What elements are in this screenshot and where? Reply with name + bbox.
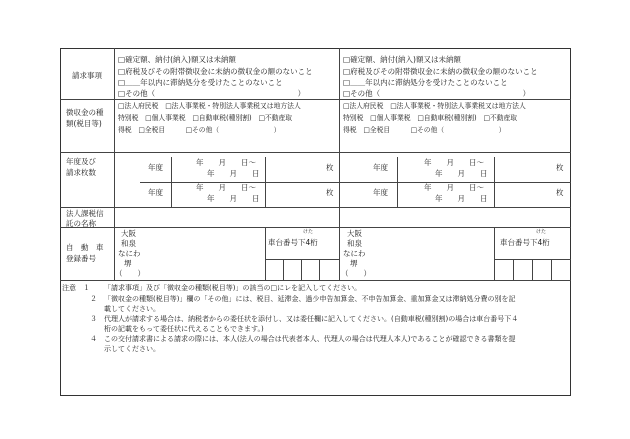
claim-items-label: 請求事項 xyxy=(72,71,102,80)
claim-item-left[interactable]: □確定額、納付(納入)額又は未納額 xyxy=(118,55,236,64)
chassis-number-label: 車台番号下4桁 xyxy=(268,238,318,247)
plate-grid-line xyxy=(265,259,339,260)
chassis-number-label: 車台番号下4桁 xyxy=(500,238,550,247)
plate-cell-divider xyxy=(494,227,495,280)
plate-label-furigana: けた xyxy=(303,229,314,235)
office-izumi: 和泉 xyxy=(121,239,136,248)
office-naniwa: なにわ xyxy=(343,249,366,258)
office-osaka: 大阪 xyxy=(347,229,362,238)
sheet-count-field[interactable]: 枚 xyxy=(326,188,334,197)
period-to-field[interactable]: 年 月 日 xyxy=(435,169,488,178)
period-to-field[interactable]: 年 月 日 xyxy=(435,194,488,203)
period-to-field[interactable]: 年 月 日 xyxy=(207,194,260,203)
tax-type-label-line1: 徴収金の種 xyxy=(66,108,104,117)
note-2-text: 「徴収金の種類(税目等)」欄の「その他」には、税目、延滞金、過少申告加算金、不申告加算金、重加算金又は滞納処分費の別を記 xyxy=(104,295,516,303)
office-other[interactable]: （ ） xyxy=(341,269,371,278)
claim-item-right[interactable]: □府税及びその附帯徴収金に未納の徴収金の額のないこと xyxy=(343,67,538,76)
certificate-request-form-table xyxy=(60,48,571,396)
note-1-number: 注意 １ xyxy=(62,284,90,292)
note-4-text: 示してください。 xyxy=(104,345,160,353)
fiscal-year-field[interactable]: 年度 xyxy=(148,163,163,172)
row-divider xyxy=(60,99,571,100)
period-from-field[interactable]: 年 月 日～ xyxy=(196,158,256,167)
tax-type-options-left[interactable]: 得税 □全税目 □その他（ ） xyxy=(118,126,281,134)
vehicle-reg-label-line2: 登録番号 xyxy=(66,254,96,263)
note-1-text: 「請求事項」及び「徴収金の種類(税目等)」の該当の□にレを記入してください。 xyxy=(104,284,362,292)
office-sakai: 堺 xyxy=(124,259,132,268)
period-from-field[interactable]: 年 月 日～ xyxy=(196,183,256,192)
tax-type-options-right[interactable]: □法人府民税 □法人事業税・特別法人事業税又は地方法人 xyxy=(343,102,526,110)
fiscal-year-field[interactable]: 年度 xyxy=(373,188,388,197)
note-3-text: 桁の記載をもって委任状に代えることもできます。) xyxy=(104,325,264,333)
year-cell-divider xyxy=(397,157,398,207)
claim-item-left[interactable]: □＿＿年以内に滞納処分を受けたことのないこと xyxy=(118,78,283,87)
year-cell-divider xyxy=(171,157,172,207)
claim-item-right[interactable]: □＿＿年以内に滞納処分を受けたことのないこと xyxy=(343,78,508,87)
center-column-divider xyxy=(339,48,340,280)
plate-cell-divider xyxy=(319,259,320,280)
office-izumi: 和泉 xyxy=(347,239,362,248)
note-4-text: この交付請求書による請求の際には、本人(法人の場合は代表者本人、代理人の場合は代理人本人)であることが確認できる書類を提 xyxy=(104,335,516,343)
note-3-number: ３ xyxy=(90,315,97,323)
note-2-text: 載してください。 xyxy=(104,305,160,313)
office-naniwa: なにわ xyxy=(118,249,141,258)
claim-item-left[interactable]: □その他（ ） xyxy=(118,89,306,98)
tax-type-options-left[interactable]: □法人府民税 □法人事業税・特別法人事業税又は地方法人 xyxy=(118,102,301,110)
note-3-text: 代理人が請求する場合は、納税者からの委任状を添付し、又は委任欄に記入してください。(自動車税(種別割)の場合は車台番号下４ xyxy=(104,315,519,323)
plate-cell-divider xyxy=(283,259,284,280)
plate-cell-divider xyxy=(551,259,552,280)
period-from-field[interactable]: 年 月 日～ xyxy=(424,158,484,167)
fiscal-year-field[interactable]: 年度 xyxy=(373,163,388,172)
note-2-number: ２ xyxy=(90,295,97,303)
year-count-label-line2: 請求枚数 xyxy=(66,168,96,177)
period-to-field[interactable]: 年 月 日 xyxy=(207,169,260,178)
claim-item-right[interactable]: □その他（ ） xyxy=(343,89,531,98)
row-divider xyxy=(60,280,571,281)
office-other[interactable]: （ ） xyxy=(115,269,145,278)
year-cell-divider xyxy=(494,157,495,207)
year-count-label-line1: 年度及び xyxy=(66,157,96,166)
claim-item-left[interactable]: □府税及びその附帯徴収金に未納の徴収金の額のないこと xyxy=(118,67,313,76)
tax-type-options-right[interactable]: 得税 □全税目 □その他（ ） xyxy=(343,126,506,134)
period-from-field[interactable]: 年 月 日～ xyxy=(424,183,484,192)
year-cell-divider xyxy=(265,157,266,207)
label-column-divider xyxy=(114,48,115,280)
tax-type-options-left[interactable]: 特別税 □個人事業税 □自動車税(種別割) □不動産取 xyxy=(118,114,293,122)
plate-cell-divider xyxy=(532,259,533,280)
tax-type-label-line2: 類(税目等) xyxy=(66,119,102,128)
vehicle-reg-label-line1: 自 動 車 xyxy=(66,243,104,252)
fiscal-year-field[interactable]: 年度 xyxy=(148,188,163,197)
plate-label-furigana: けた xyxy=(536,229,547,235)
plate-cell-divider xyxy=(301,259,302,280)
corp-trust-label-line2: 託の名称 xyxy=(66,219,96,228)
claim-item-right[interactable]: □確定額、納付(納入)額又は未納額 xyxy=(343,55,461,64)
tax-type-options-right[interactable]: 特別税 □個人事業税 □自動車税(種別割) □不動産取 xyxy=(343,114,518,122)
sheet-count-field[interactable]: 枚 xyxy=(326,163,334,172)
sheet-count-field[interactable]: 枚 xyxy=(556,188,564,197)
office-sakai: 堺 xyxy=(350,259,358,268)
row-divider xyxy=(60,207,571,208)
note-4-number: ４ xyxy=(90,335,97,343)
office-osaka: 大阪 xyxy=(121,229,136,238)
corp-trust-label-line1: 法人課税信 xyxy=(66,209,104,218)
plate-cell-divider xyxy=(265,227,266,280)
row-divider xyxy=(60,152,571,153)
plate-cell-divider xyxy=(513,259,514,280)
sheet-count-field[interactable]: 枚 xyxy=(556,163,564,172)
